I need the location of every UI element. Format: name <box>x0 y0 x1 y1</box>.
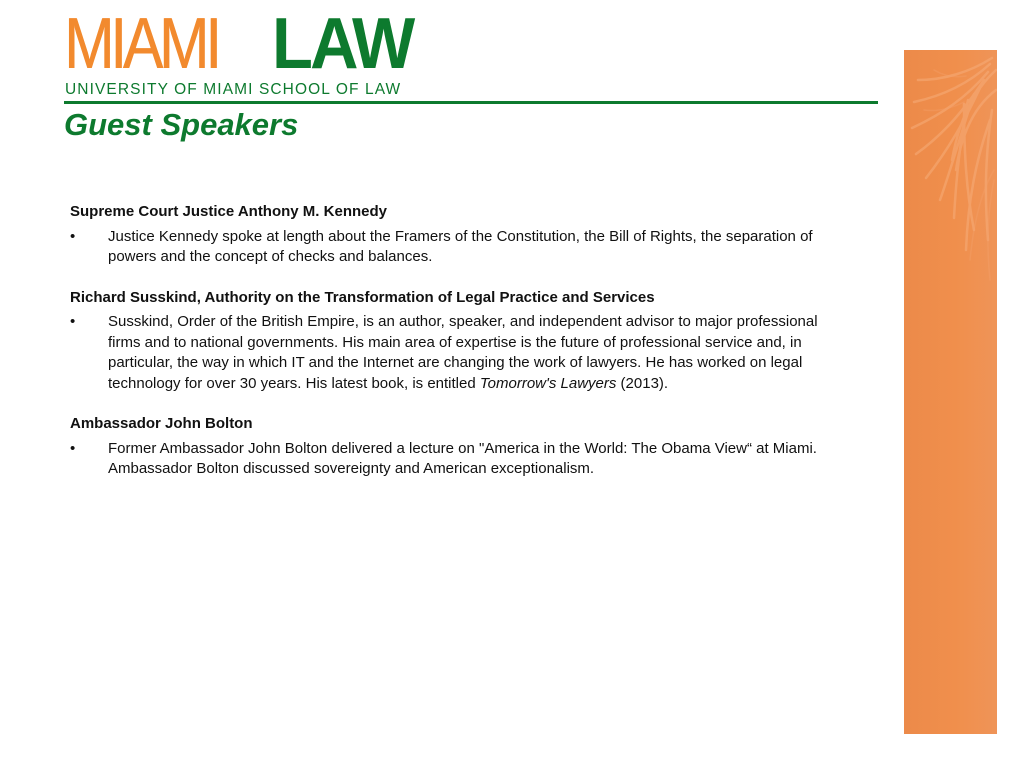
bullet-text-before: Susskind, Order of the British Empire, is an author, speaker, and independent advisor to major professional firms and to national governments. His main area of expertise is the future of professional service and, in particular, the way in which IT and the Internet are changing the work of lawyers. He has worked on legal technology for over 30 years. His latest book, is entitled <box>108 313 818 392</box>
bullet-icon: • <box>70 313 76 330</box>
bullet-text-after: (2013). <box>616 374 669 392</box>
logo-word-miami: MIAMI <box>64 4 218 84</box>
title-divider <box>64 101 878 104</box>
palm-frond-watermark <box>904 50 997 734</box>
bullet-item <box>70 439 830 480</box>
bullet-text: Former Ambassador John Bolton delivered a lecture on "America in the World: The Obama View“ at Miami. Ambassador Bolton discussed sovereignty and American exceptionalism. <box>108 439 817 477</box>
logo-subtitle: UNIVERSITY OF MIAMI SCHOOL OF LAW <box>65 81 402 98</box>
speaker-heading: Supreme Court Justice Anthony M. Kennedy <box>70 203 387 220</box>
bullet-item <box>70 227 830 268</box>
slide-title: Guest Speakers <box>64 107 299 142</box>
logo-word-law: LAW <box>272 4 413 84</box>
miami-law-logo <box>64 4 436 102</box>
speaker-heading: Ambassador John Bolton <box>70 415 253 432</box>
bullet-text: Justice Kennedy spoke at length about the Framers of the Constitution, the Bill of Rights, the separation of powers and the concept of checks and balances. <box>108 227 813 265</box>
logo-wordmark <box>64 4 423 84</box>
bullet-item <box>70 312 830 394</box>
speaker-section-bolton <box>70 414 830 480</box>
bullet-text <box>108 312 830 394</box>
slide-body <box>70 202 830 500</box>
speaker-heading: Richard Susskind, Authority on the Transformation of Legal Practice and Services <box>70 288 655 306</box>
speaker-section-kennedy <box>70 202 830 268</box>
bullet-icon: • <box>70 439 76 457</box>
book-title: Tomorrow's Lawyers <box>479 374 617 392</box>
speaker-section-susskind <box>70 288 830 395</box>
bullet-icon: • <box>70 227 76 245</box>
decorative-orange-sidebar <box>904 50 997 734</box>
